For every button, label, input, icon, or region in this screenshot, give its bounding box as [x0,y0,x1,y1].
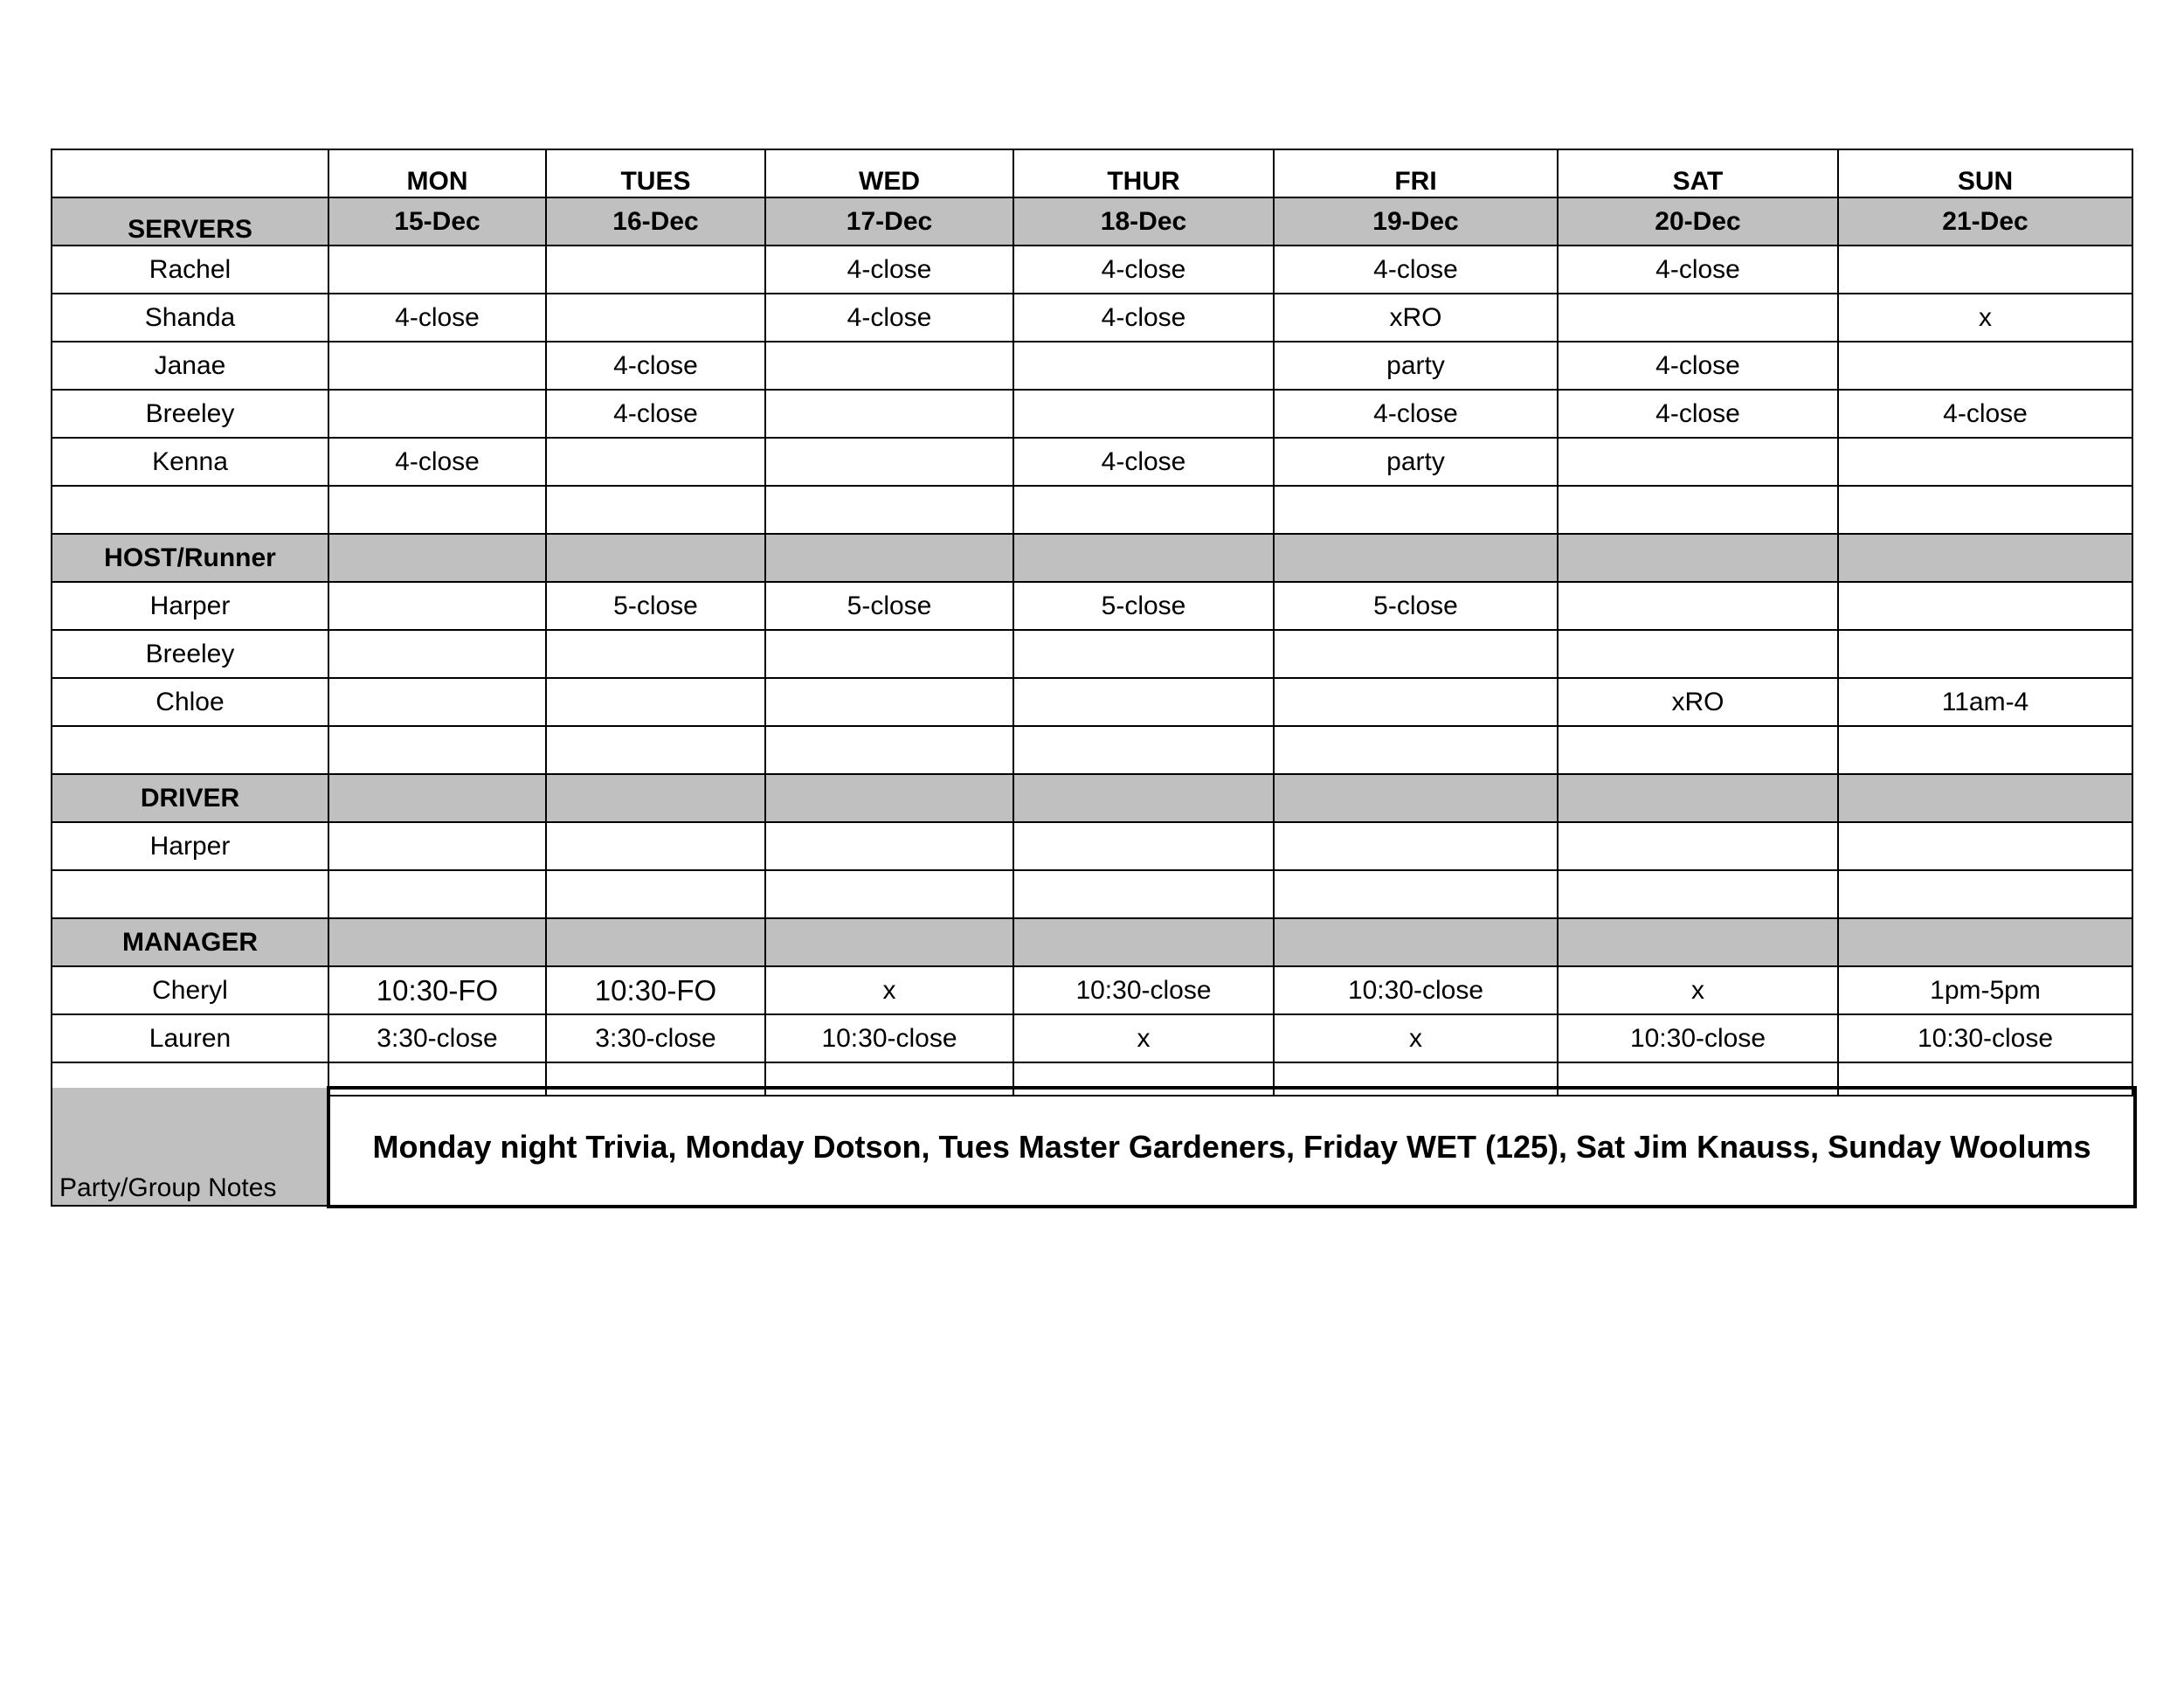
staff-name: Harper [52,822,328,870]
date-header: 16-Dec [546,197,765,246]
shift-cell [1013,822,1274,870]
shift-cell: 4-close [1558,390,1838,438]
day-header: WED [765,149,1013,197]
section-fill-cell [546,774,765,822]
blank-cell [52,870,328,918]
section-fill-cell [1274,918,1558,966]
shift-cell: 4-close [1013,294,1274,342]
blank-cell [328,726,546,774]
notes-label-cell [51,1088,328,1207]
shift-cell: 5-close [1274,582,1558,630]
section-fill-cell [546,534,765,582]
shift-cell [765,678,1013,726]
notes-label: Party/Group Notes [59,1173,277,1202]
shift-cell: 5-close [546,582,765,630]
shift-cell [546,822,765,870]
staff-row [52,822,2132,870]
shift-cell [1013,342,1274,390]
blank-cell [1274,870,1558,918]
shift-cell: 4-close [765,246,1013,294]
date-header: 20-Dec [1558,197,1838,246]
staff-name: Cheryl [52,966,328,1014]
staff-row [52,630,2132,678]
staff-name: Breeley [52,390,328,438]
shift-cell [328,630,546,678]
staff-name: Breeley [52,630,328,678]
corner-cell [52,149,328,197]
shift-cell [546,294,765,342]
shift-cell: party [1274,342,1558,390]
section-fill-cell [1274,774,1558,822]
shift-cell: 4-close [1558,246,1838,294]
shift-cell: 10:30-close [1013,966,1274,1014]
section-fill-cell [1013,774,1274,822]
shift-cell: 4-close [1013,438,1274,486]
date-header: 18-Dec [1013,197,1274,246]
staff-row [52,966,2132,1014]
shift-cell [1013,678,1274,726]
shift-cell [1274,822,1558,870]
shift-cell [1838,438,2132,486]
shift-cell: 10:30-close [1274,966,1558,1014]
shift-cell: 10:30-close [1838,1014,2132,1062]
day-header: TUES [546,149,765,197]
section-fill-cell [1274,534,1558,582]
blank-cell [1558,870,1838,918]
shift-cell [546,678,765,726]
staff-row [52,582,2132,630]
blank-cell [1838,726,2132,774]
shift-cell [328,246,546,294]
day-header: THUR [1013,149,1274,197]
shift-cell [765,630,1013,678]
notes-text: Monday night Trivia, Monday Dotson, Tues Master Gardeners, Friday WET (125), Sat Jim Knauss, Sunday Woolums [372,1129,2091,1165]
party-group-notes [51,1088,2137,1207]
blank-cell [1013,486,1274,534]
shift-cell [1013,630,1274,678]
section-fill-cell [1558,918,1838,966]
section-fill-cell [1838,918,2132,966]
blank-cell [52,726,328,774]
section-fill-cell [1013,534,1274,582]
shift-cell [1838,246,2132,294]
staff-name: Shanda [52,294,328,342]
section-fill-cell [1013,918,1274,966]
blank-row [52,726,2132,774]
shift-cell: 4-close [1013,246,1274,294]
section-fill-cell [1558,774,1838,822]
blank-cell [765,726,1013,774]
section-label-driver: DRIVER [52,774,328,822]
staff-name: Rachel [52,246,328,294]
section-header-row [52,918,2132,966]
section-fill-cell [1838,534,2132,582]
date-header: 19-Dec [1274,197,1558,246]
blank-cell [1838,870,2132,918]
shift-cell: 3:30-close [328,1014,546,1062]
shift-cell [1274,630,1558,678]
day-header-row [52,149,2132,197]
section-fill-cell [328,918,546,966]
shift-cell: 4-close [1558,342,1838,390]
shift-cell [1274,678,1558,726]
blank-cell [1838,486,2132,534]
shift-cell [1558,582,1838,630]
section-fill-cell [328,774,546,822]
section-fill-cell [1558,534,1838,582]
section-label-manager: MANAGER [52,918,328,966]
section-fill-cell [328,534,546,582]
blank-cell [765,870,1013,918]
shift-cell [765,342,1013,390]
section-fill-cell [546,918,765,966]
blank-row [52,486,2132,534]
shift-cell: 4-close [1274,246,1558,294]
shift-cell [1558,630,1838,678]
date-header: 17-Dec [765,197,1013,246]
staff-row [52,678,2132,726]
blank-cell [1274,726,1558,774]
blank-cell [546,486,765,534]
shift-cell: xRO [1558,678,1838,726]
day-header: MON [328,149,546,197]
shift-cell: x [1013,1014,1274,1062]
staff-name: Harper [52,582,328,630]
shift-cell: party [1274,438,1558,486]
blank-cell [546,726,765,774]
date-header-row [52,197,2132,246]
shift-cell: xRO [1274,294,1558,342]
shift-cell: 3:30-close [546,1014,765,1062]
shift-cell [328,678,546,726]
blank-cell [765,486,1013,534]
shift-cell [765,822,1013,870]
shift-cell: 5-close [765,582,1013,630]
blank-cell [52,486,328,534]
day-header: SUN [1838,149,2132,197]
shift-cell [765,438,1013,486]
blank-cell [1013,726,1274,774]
staff-row [52,342,2132,390]
staff-row [52,438,2132,486]
shift-cell [328,390,546,438]
shift-cell: 4-close [1838,390,2132,438]
blank-cell [328,486,546,534]
staff-name: Chloe [52,678,328,726]
shift-cell [546,246,765,294]
shift-cell: 1pm-5pm [1838,966,2132,1014]
blank-row [52,870,2132,918]
shift-cell [1558,294,1838,342]
shift-cell [546,630,765,678]
shift-cell [1838,582,2132,630]
staff-row [52,246,2132,294]
section-label-host: HOST/Runner [52,534,328,582]
shift-cell [1558,822,1838,870]
shift-cell [328,822,546,870]
shift-cell [546,438,765,486]
shift-cell: 4-close [328,294,546,342]
shift-cell: 10:30-close [1558,1014,1838,1062]
schedule-sheet [51,149,2133,1097]
shift-cell: 4-close [1274,390,1558,438]
staff-row [52,390,2132,438]
shift-cell [765,390,1013,438]
shift-cell: 10:30-FO [328,966,546,1014]
staff-name: Kenna [52,438,328,486]
shift-cell: 4-close [328,438,546,486]
shift-cell [1838,342,2132,390]
shift-cell: 10:30-FO [546,966,765,1014]
blank-cell [1558,726,1838,774]
staff-name: Janae [52,342,328,390]
section-fill-cell [765,918,1013,966]
shift-cell [328,582,546,630]
shift-cell [1013,390,1274,438]
shift-cell: x [1838,294,2132,342]
blank-cell [328,870,546,918]
date-header: 21-Dec [1838,197,2132,246]
blank-cell [1274,486,1558,534]
day-header: FRI [1274,149,1558,197]
shift-cell: 10:30-close [765,1014,1013,1062]
shift-cell [1838,822,2132,870]
blank-cell [546,870,765,918]
staff-row [52,294,2132,342]
shift-cell: x [1274,1014,1558,1062]
shift-cell: 11am-4 [1838,678,2132,726]
blank-cell [1013,870,1274,918]
shift-cell [1558,438,1838,486]
section-fill-cell [1838,774,2132,822]
blank-cell [1558,486,1838,534]
shift-cell: x [765,966,1013,1014]
schedule-table [51,149,2133,1097]
shift-cell: x [1558,966,1838,1014]
section-fill-cell [765,774,1013,822]
section-fill-cell [765,534,1013,582]
day-header: SAT [1558,149,1838,197]
notes-box [327,1086,2137,1208]
shift-cell: 4-close [546,342,765,390]
shift-cell [328,342,546,390]
shift-cell [1838,630,2132,678]
staff-row [52,1014,2132,1062]
shift-cell: 5-close [1013,582,1274,630]
shift-cell: 4-close [765,294,1013,342]
shift-cell: 4-close [546,390,765,438]
section-header-row [52,774,2132,822]
staff-name: Lauren [52,1014,328,1062]
section-header-row [52,534,2132,582]
section-label-servers: SERVERS [52,197,328,246]
date-header: 15-Dec [328,197,546,246]
